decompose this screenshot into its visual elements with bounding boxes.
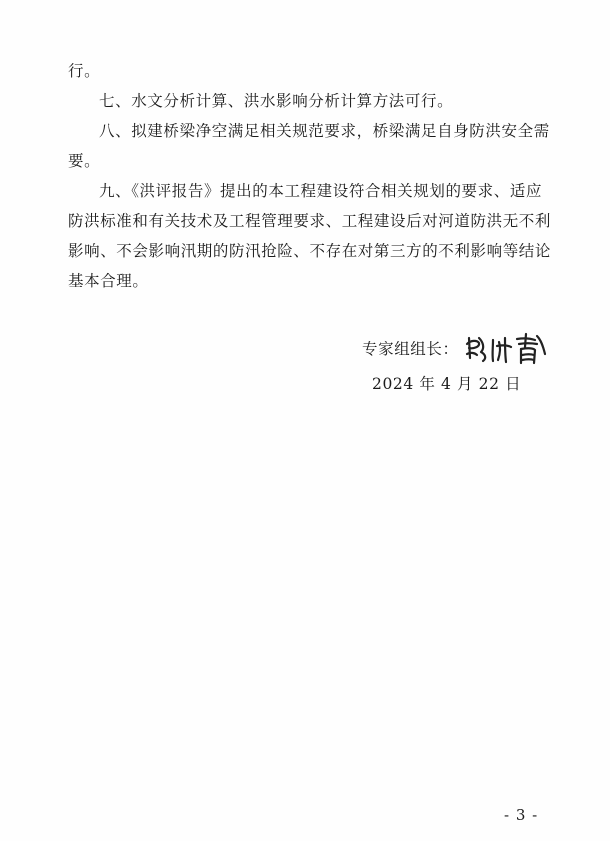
paragraph-seven: 七、水文分析计算、洪水影响分析计算方法可行。 (99, 92, 454, 110)
handwritten-signature (463, 330, 547, 366)
paragraph-nine: 九、《洪评报告》提出的本工程建设符合相关规划的要求、适应防洪标准和有关技术及工程管理要求、工程建设后对河道防洪无不利影响、不会影响汛期的防汛抢险、不存在对第三方的不利影响等结论基本合理。 (68, 182, 552, 290)
paragraph-eight: 八、拟建桥梁净空满足相关规范要求，桥梁满足自身防洪安全需要。 (68, 122, 550, 170)
document-body (68, 56, 556, 296)
paragraph-continuation: 行。 (68, 62, 101, 80)
document-date: 2024 年 4 月 22 日 (372, 375, 522, 393)
page-number: - 3 - (504, 806, 539, 824)
signature-block (362, 330, 547, 366)
signature-label: 专家组组长： (362, 340, 459, 358)
